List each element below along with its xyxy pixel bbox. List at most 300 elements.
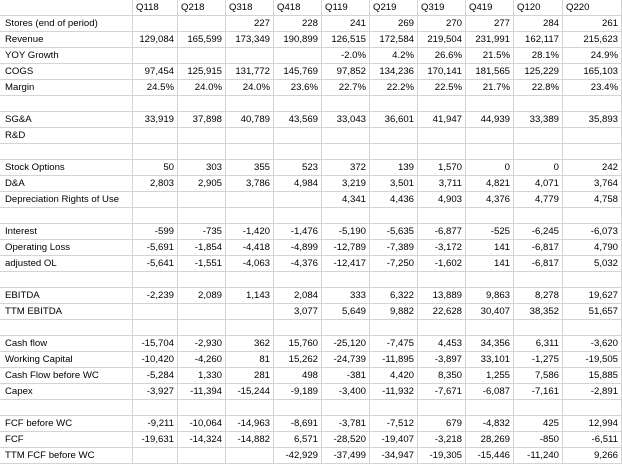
value-cell[interactable]: 2,803: [133, 176, 178, 192]
value-cell[interactable]: 162,117: [514, 32, 563, 48]
value-cell[interactable]: [133, 48, 178, 64]
value-cell[interactable]: [133, 304, 178, 320]
value-cell[interactable]: 50: [133, 160, 178, 176]
value-cell[interactable]: [178, 144, 226, 160]
value-cell[interactable]: -11,895: [370, 352, 418, 368]
corner-cell[interactable]: [0, 0, 133, 16]
value-cell[interactable]: 172,584: [370, 32, 418, 48]
value-cell[interactable]: 4,376: [466, 192, 514, 208]
value-cell[interactable]: -850: [514, 432, 563, 448]
value-cell[interactable]: [370, 320, 418, 336]
row-label-cell[interactable]: EBITDA: [0, 288, 133, 304]
value-cell[interactable]: 228: [274, 16, 322, 32]
value-cell[interactable]: 15,885: [563, 368, 622, 384]
value-cell[interactable]: 227: [226, 16, 274, 32]
value-cell[interactable]: 7,586: [514, 368, 563, 384]
row-label-cell[interactable]: Capex: [0, 384, 133, 400]
value-cell[interactable]: 2,089: [178, 288, 226, 304]
value-cell[interactable]: [418, 128, 466, 144]
value-cell[interactable]: 28,269: [466, 432, 514, 448]
value-cell[interactable]: -3,927: [133, 384, 178, 400]
value-cell[interactable]: 9,882: [370, 304, 418, 320]
value-cell[interactable]: 51,657: [563, 304, 622, 320]
value-cell[interactable]: [226, 304, 274, 320]
value-cell[interactable]: [178, 16, 226, 32]
header-cell[interactable]: Q120: [514, 0, 563, 16]
row-label-cell[interactable]: [0, 320, 133, 336]
value-cell[interactable]: [226, 192, 274, 208]
value-cell[interactable]: 44,939: [466, 112, 514, 128]
value-cell[interactable]: 1,143: [226, 288, 274, 304]
value-cell[interactable]: [418, 272, 466, 288]
value-cell[interactable]: [178, 96, 226, 112]
value-cell[interactable]: -5,641: [133, 256, 178, 272]
value-cell[interactable]: -6,817: [514, 256, 563, 272]
value-cell[interactable]: -14,324: [178, 432, 226, 448]
value-cell[interactable]: 277: [466, 16, 514, 32]
value-cell[interactable]: [418, 208, 466, 224]
value-cell[interactable]: 145,769: [274, 64, 322, 80]
value-cell[interactable]: [178, 192, 226, 208]
value-cell[interactable]: -3,172: [418, 240, 466, 256]
value-cell[interactable]: [514, 128, 563, 144]
value-cell[interactable]: -11,394: [178, 384, 226, 400]
value-cell[interactable]: -7,161: [514, 384, 563, 400]
value-cell[interactable]: [274, 208, 322, 224]
value-cell[interactable]: -4,376: [274, 256, 322, 272]
row-label-cell[interactable]: YOY Growth: [0, 48, 133, 64]
header-cell[interactable]: Q319: [418, 0, 466, 16]
value-cell[interactable]: 269: [370, 16, 418, 32]
value-cell[interactable]: -599: [133, 224, 178, 240]
value-cell[interactable]: 43,569: [274, 112, 322, 128]
value-cell[interactable]: 21.7%: [466, 80, 514, 96]
value-cell[interactable]: -1,602: [418, 256, 466, 272]
value-cell[interactable]: [370, 208, 418, 224]
value-cell[interactable]: -4,899: [274, 240, 322, 256]
value-cell[interactable]: 8,278: [514, 288, 563, 304]
value-cell[interactable]: 4,903: [418, 192, 466, 208]
value-cell[interactable]: [370, 128, 418, 144]
value-cell[interactable]: 170,141: [418, 64, 466, 80]
value-cell[interactable]: [178, 128, 226, 144]
value-cell[interactable]: [322, 400, 370, 416]
value-cell[interactable]: 22.2%: [370, 80, 418, 96]
value-cell[interactable]: [370, 96, 418, 112]
value-cell[interactable]: 5,649: [322, 304, 370, 320]
value-cell[interactable]: -11,932: [370, 384, 418, 400]
row-label-cell[interactable]: R&D: [0, 128, 133, 144]
value-cell[interactable]: -37,499: [322, 448, 370, 464]
value-cell[interactable]: -19,305: [418, 448, 466, 464]
value-cell[interactable]: -3,218: [418, 432, 466, 448]
value-cell[interactable]: 26.6%: [418, 48, 466, 64]
value-cell[interactable]: 36,601: [370, 112, 418, 128]
value-cell[interactable]: 355: [226, 160, 274, 176]
value-cell[interactable]: [466, 400, 514, 416]
value-cell[interactable]: [466, 320, 514, 336]
value-cell[interactable]: [563, 128, 622, 144]
value-cell[interactable]: 303: [178, 160, 226, 176]
value-cell[interactable]: -1,420: [226, 224, 274, 240]
value-cell[interactable]: [322, 96, 370, 112]
value-cell[interactable]: 125,229: [514, 64, 563, 80]
row-label-cell[interactable]: FCF before WC: [0, 416, 133, 432]
value-cell[interactable]: 270: [418, 16, 466, 32]
value-cell[interactable]: [226, 144, 274, 160]
value-cell[interactable]: [514, 400, 563, 416]
value-cell[interactable]: [466, 96, 514, 112]
value-cell[interactable]: -7,512: [370, 416, 418, 432]
value-cell[interactable]: [226, 400, 274, 416]
value-cell[interactable]: -1,275: [514, 352, 563, 368]
value-cell[interactable]: 22.7%: [322, 80, 370, 96]
row-label-cell[interactable]: [0, 400, 133, 416]
value-cell[interactable]: 523: [274, 160, 322, 176]
value-cell[interactable]: 9,863: [466, 288, 514, 304]
value-cell[interactable]: 37,898: [178, 112, 226, 128]
row-label-cell[interactable]: Margin: [0, 80, 133, 96]
row-label-cell[interactable]: adjusted OL: [0, 256, 133, 272]
row-label-cell[interactable]: Stores (end of period): [0, 16, 133, 32]
value-cell[interactable]: [274, 128, 322, 144]
value-cell[interactable]: 30,407: [466, 304, 514, 320]
value-cell[interactable]: 15,760: [274, 336, 322, 352]
value-cell[interactable]: 97,454: [133, 64, 178, 80]
value-cell[interactable]: 4,790: [563, 240, 622, 256]
value-cell[interactable]: -1,551: [178, 256, 226, 272]
row-label-cell[interactable]: FCF: [0, 432, 133, 448]
value-cell[interactable]: -42,929: [274, 448, 322, 464]
value-cell[interactable]: 4.2%: [370, 48, 418, 64]
value-cell[interactable]: 215,623: [563, 32, 622, 48]
header-cell[interactable]: Q219: [370, 0, 418, 16]
value-cell[interactable]: -735: [178, 224, 226, 240]
value-cell[interactable]: -14,882: [226, 432, 274, 448]
value-cell[interactable]: [226, 208, 274, 224]
value-cell[interactable]: -4,063: [226, 256, 274, 272]
value-cell[interactable]: [466, 272, 514, 288]
value-cell[interactable]: 679: [418, 416, 466, 432]
value-cell[interactable]: -1,476: [274, 224, 322, 240]
row-label-cell[interactable]: [0, 144, 133, 160]
value-cell[interactable]: 13,889: [418, 288, 466, 304]
row-label-cell[interactable]: SG&A: [0, 112, 133, 128]
value-cell[interactable]: 24.9%: [563, 48, 622, 64]
value-cell[interactable]: [563, 96, 622, 112]
value-cell[interactable]: [274, 320, 322, 336]
value-cell[interactable]: [178, 272, 226, 288]
value-cell[interactable]: -15,244: [226, 384, 274, 400]
value-cell[interactable]: 165,103: [563, 64, 622, 80]
value-cell[interactable]: 231,991: [466, 32, 514, 48]
row-label-cell[interactable]: Revenue: [0, 32, 133, 48]
value-cell[interactable]: 3,764: [563, 176, 622, 192]
value-cell[interactable]: -12,789: [322, 240, 370, 256]
value-cell[interactable]: 4,420: [370, 368, 418, 384]
value-cell[interactable]: -6,087: [466, 384, 514, 400]
value-cell[interactable]: [514, 144, 563, 160]
value-cell[interactable]: 219,504: [418, 32, 466, 48]
value-cell[interactable]: [370, 272, 418, 288]
value-cell[interactable]: 281: [226, 368, 274, 384]
value-cell[interactable]: -5,284: [133, 368, 178, 384]
value-cell[interactable]: -3,620: [563, 336, 622, 352]
value-cell[interactable]: 21.5%: [466, 48, 514, 64]
row-label-cell[interactable]: [0, 208, 133, 224]
value-cell[interactable]: 1,570: [418, 160, 466, 176]
value-cell[interactable]: -24,739: [322, 352, 370, 368]
value-cell[interactable]: 181,565: [466, 64, 514, 80]
row-label-cell[interactable]: Cash Flow before WC: [0, 368, 133, 384]
value-cell[interactable]: -6,877: [418, 224, 466, 240]
value-cell[interactable]: [514, 96, 563, 112]
value-cell[interactable]: 0: [514, 160, 563, 176]
value-cell[interactable]: [133, 128, 178, 144]
value-cell[interactable]: -12,417: [322, 256, 370, 272]
value-cell[interactable]: [274, 400, 322, 416]
row-label-cell[interactable]: TTM FCF before WC: [0, 448, 133, 464]
value-cell[interactable]: [418, 96, 466, 112]
value-cell[interactable]: 141: [466, 256, 514, 272]
value-cell[interactable]: 261: [563, 16, 622, 32]
value-cell[interactable]: -10,064: [178, 416, 226, 432]
value-cell[interactable]: 15,262: [274, 352, 322, 368]
value-cell[interactable]: [322, 320, 370, 336]
value-cell[interactable]: [178, 208, 226, 224]
value-cell[interactable]: 425: [514, 416, 563, 432]
value-cell[interactable]: [133, 400, 178, 416]
value-cell[interactable]: -10,420: [133, 352, 178, 368]
value-cell[interactable]: 4,984: [274, 176, 322, 192]
value-cell[interactable]: 33,919: [133, 112, 178, 128]
row-label-cell[interactable]: [0, 96, 133, 112]
value-cell[interactable]: -7,389: [370, 240, 418, 256]
value-cell[interactable]: 0: [466, 160, 514, 176]
row-label-cell[interactable]: Stock Options: [0, 160, 133, 176]
value-cell[interactable]: 4,821: [466, 176, 514, 192]
value-cell[interactable]: 372: [322, 160, 370, 176]
value-cell[interactable]: [226, 96, 274, 112]
value-cell[interactable]: [133, 272, 178, 288]
value-cell[interactable]: [563, 144, 622, 160]
value-cell[interactable]: 139: [370, 160, 418, 176]
value-cell[interactable]: [322, 208, 370, 224]
value-cell[interactable]: [322, 272, 370, 288]
value-cell[interactable]: 173,349: [226, 32, 274, 48]
value-cell[interactable]: [418, 144, 466, 160]
header-cell[interactable]: Q418: [274, 0, 322, 16]
row-label-cell[interactable]: Depreciation Rights of Use: [0, 192, 133, 208]
value-cell[interactable]: [226, 48, 274, 64]
value-cell[interactable]: 35,893: [563, 112, 622, 128]
value-cell[interactable]: 24.0%: [178, 80, 226, 96]
row-label-cell[interactable]: COGS: [0, 64, 133, 80]
header-cell[interactable]: Q419: [466, 0, 514, 16]
value-cell[interactable]: -11,240: [514, 448, 563, 464]
row-label-cell[interactable]: Interest: [0, 224, 133, 240]
value-cell[interactable]: 9,266: [563, 448, 622, 464]
value-cell[interactable]: [370, 144, 418, 160]
value-cell[interactable]: -6,511: [563, 432, 622, 448]
row-label-cell[interactable]: TTM EBITDA: [0, 304, 133, 320]
value-cell[interactable]: -3,400: [322, 384, 370, 400]
value-cell[interactable]: [563, 208, 622, 224]
value-cell[interactable]: 3,219: [322, 176, 370, 192]
value-cell[interactable]: 242: [563, 160, 622, 176]
value-cell[interactable]: [226, 448, 274, 464]
value-cell[interactable]: 4,071: [514, 176, 563, 192]
value-cell[interactable]: 141: [466, 240, 514, 256]
value-cell[interactable]: [178, 448, 226, 464]
value-cell[interactable]: [178, 48, 226, 64]
value-cell[interactable]: -525: [466, 224, 514, 240]
value-cell[interactable]: [178, 304, 226, 320]
value-cell[interactable]: [226, 128, 274, 144]
row-label-cell[interactable]: [0, 272, 133, 288]
header-cell[interactable]: Q118: [133, 0, 178, 16]
value-cell[interactable]: -5,635: [370, 224, 418, 240]
value-cell[interactable]: [418, 320, 466, 336]
value-cell[interactable]: -5,190: [322, 224, 370, 240]
value-cell[interactable]: -14,963: [226, 416, 274, 432]
value-cell[interactable]: -8,691: [274, 416, 322, 432]
value-cell[interactable]: -19,505: [563, 352, 622, 368]
value-cell[interactable]: 40,789: [226, 112, 274, 128]
value-cell[interactable]: -4,418: [226, 240, 274, 256]
value-cell[interactable]: 2,905: [178, 176, 226, 192]
value-cell[interactable]: [226, 272, 274, 288]
header-cell[interactable]: Q218: [178, 0, 226, 16]
value-cell[interactable]: -15,704: [133, 336, 178, 352]
value-cell[interactable]: 6,571: [274, 432, 322, 448]
value-cell[interactable]: [466, 128, 514, 144]
value-cell[interactable]: 284: [514, 16, 563, 32]
value-cell[interactable]: [274, 96, 322, 112]
value-cell[interactable]: 22,628: [418, 304, 466, 320]
value-cell[interactable]: 19,627: [563, 288, 622, 304]
value-cell[interactable]: -2,930: [178, 336, 226, 352]
value-cell[interactable]: [133, 320, 178, 336]
value-cell[interactable]: [466, 208, 514, 224]
value-cell[interactable]: 23.6%: [274, 80, 322, 96]
value-cell[interactable]: [133, 96, 178, 112]
value-cell[interactable]: 134,236: [370, 64, 418, 80]
value-cell[interactable]: 38,352: [514, 304, 563, 320]
value-cell[interactable]: 4,453: [418, 336, 466, 352]
value-cell[interactable]: 241: [322, 16, 370, 32]
value-cell[interactable]: 22.8%: [514, 80, 563, 96]
value-cell[interactable]: [274, 192, 322, 208]
value-cell[interactable]: [274, 272, 322, 288]
row-label-cell[interactable]: Operating Loss: [0, 240, 133, 256]
header-cell[interactable]: Q318: [226, 0, 274, 16]
value-cell[interactable]: 498: [274, 368, 322, 384]
value-cell[interactable]: 97,852: [322, 64, 370, 80]
value-cell[interactable]: 4,758: [563, 192, 622, 208]
value-cell[interactable]: 28.1%: [514, 48, 563, 64]
value-cell[interactable]: -6,073: [563, 224, 622, 240]
value-cell[interactable]: [370, 400, 418, 416]
value-cell[interactable]: [178, 400, 226, 416]
value-cell[interactable]: -28,520: [322, 432, 370, 448]
value-cell[interactable]: 23.4%: [563, 80, 622, 96]
value-cell[interactable]: [226, 320, 274, 336]
header-cell[interactable]: Q220: [563, 0, 622, 16]
value-cell[interactable]: [514, 272, 563, 288]
value-cell[interactable]: 4,779: [514, 192, 563, 208]
value-cell[interactable]: [133, 16, 178, 32]
value-cell[interactable]: 1,330: [178, 368, 226, 384]
row-label-cell[interactable]: D&A: [0, 176, 133, 192]
value-cell[interactable]: 8,350: [418, 368, 466, 384]
value-cell[interactable]: 6,322: [370, 288, 418, 304]
value-cell[interactable]: -19,407: [370, 432, 418, 448]
value-cell[interactable]: -7,475: [370, 336, 418, 352]
value-cell[interactable]: 33,389: [514, 112, 563, 128]
value-cell[interactable]: [514, 320, 563, 336]
value-cell[interactable]: 81: [226, 352, 274, 368]
value-cell[interactable]: -2,891: [563, 384, 622, 400]
value-cell[interactable]: 126,515: [322, 32, 370, 48]
value-cell[interactable]: 24.5%: [133, 80, 178, 96]
value-cell[interactable]: [466, 144, 514, 160]
value-cell[interactable]: 34,356: [466, 336, 514, 352]
value-cell[interactable]: 22.5%: [418, 80, 466, 96]
value-cell[interactable]: -5,691: [133, 240, 178, 256]
value-cell[interactable]: 33,101: [466, 352, 514, 368]
value-cell[interactable]: -2.0%: [322, 48, 370, 64]
value-cell[interactable]: 12,994: [563, 416, 622, 432]
value-cell[interactable]: [563, 320, 622, 336]
value-cell[interactable]: [514, 208, 563, 224]
value-cell[interactable]: [133, 208, 178, 224]
header-cell[interactable]: Q119: [322, 0, 370, 16]
value-cell[interactable]: -15,446: [466, 448, 514, 464]
value-cell[interactable]: -9,189: [274, 384, 322, 400]
value-cell[interactable]: 190,899: [274, 32, 322, 48]
value-cell[interactable]: 1,255: [466, 368, 514, 384]
value-cell[interactable]: [563, 272, 622, 288]
value-cell[interactable]: 24.0%: [226, 80, 274, 96]
row-label-cell[interactable]: Working Capital: [0, 352, 133, 368]
value-cell[interactable]: 129,084: [133, 32, 178, 48]
value-cell[interactable]: 131,772: [226, 64, 274, 80]
value-cell[interactable]: [563, 400, 622, 416]
value-cell[interactable]: [178, 320, 226, 336]
value-cell[interactable]: 3,501: [370, 176, 418, 192]
value-cell[interactable]: [133, 448, 178, 464]
value-cell[interactable]: [418, 400, 466, 416]
value-cell[interactable]: [274, 48, 322, 64]
value-cell[interactable]: 3,786: [226, 176, 274, 192]
value-cell[interactable]: 4,436: [370, 192, 418, 208]
value-cell[interactable]: -3,781: [322, 416, 370, 432]
value-cell[interactable]: [322, 128, 370, 144]
value-cell[interactable]: 165,599: [178, 32, 226, 48]
value-cell[interactable]: 362: [226, 336, 274, 352]
value-cell[interactable]: 3,077: [274, 304, 322, 320]
value-cell[interactable]: -381: [322, 368, 370, 384]
value-cell[interactable]: -34,947: [370, 448, 418, 464]
value-cell[interactable]: 125,915: [178, 64, 226, 80]
value-cell[interactable]: -7,250: [370, 256, 418, 272]
value-cell[interactable]: 5,032: [563, 256, 622, 272]
value-cell[interactable]: 6,311: [514, 336, 563, 352]
value-cell[interactable]: [133, 192, 178, 208]
value-cell[interactable]: -7,671: [418, 384, 466, 400]
row-label-cell[interactable]: Cash flow: [0, 336, 133, 352]
